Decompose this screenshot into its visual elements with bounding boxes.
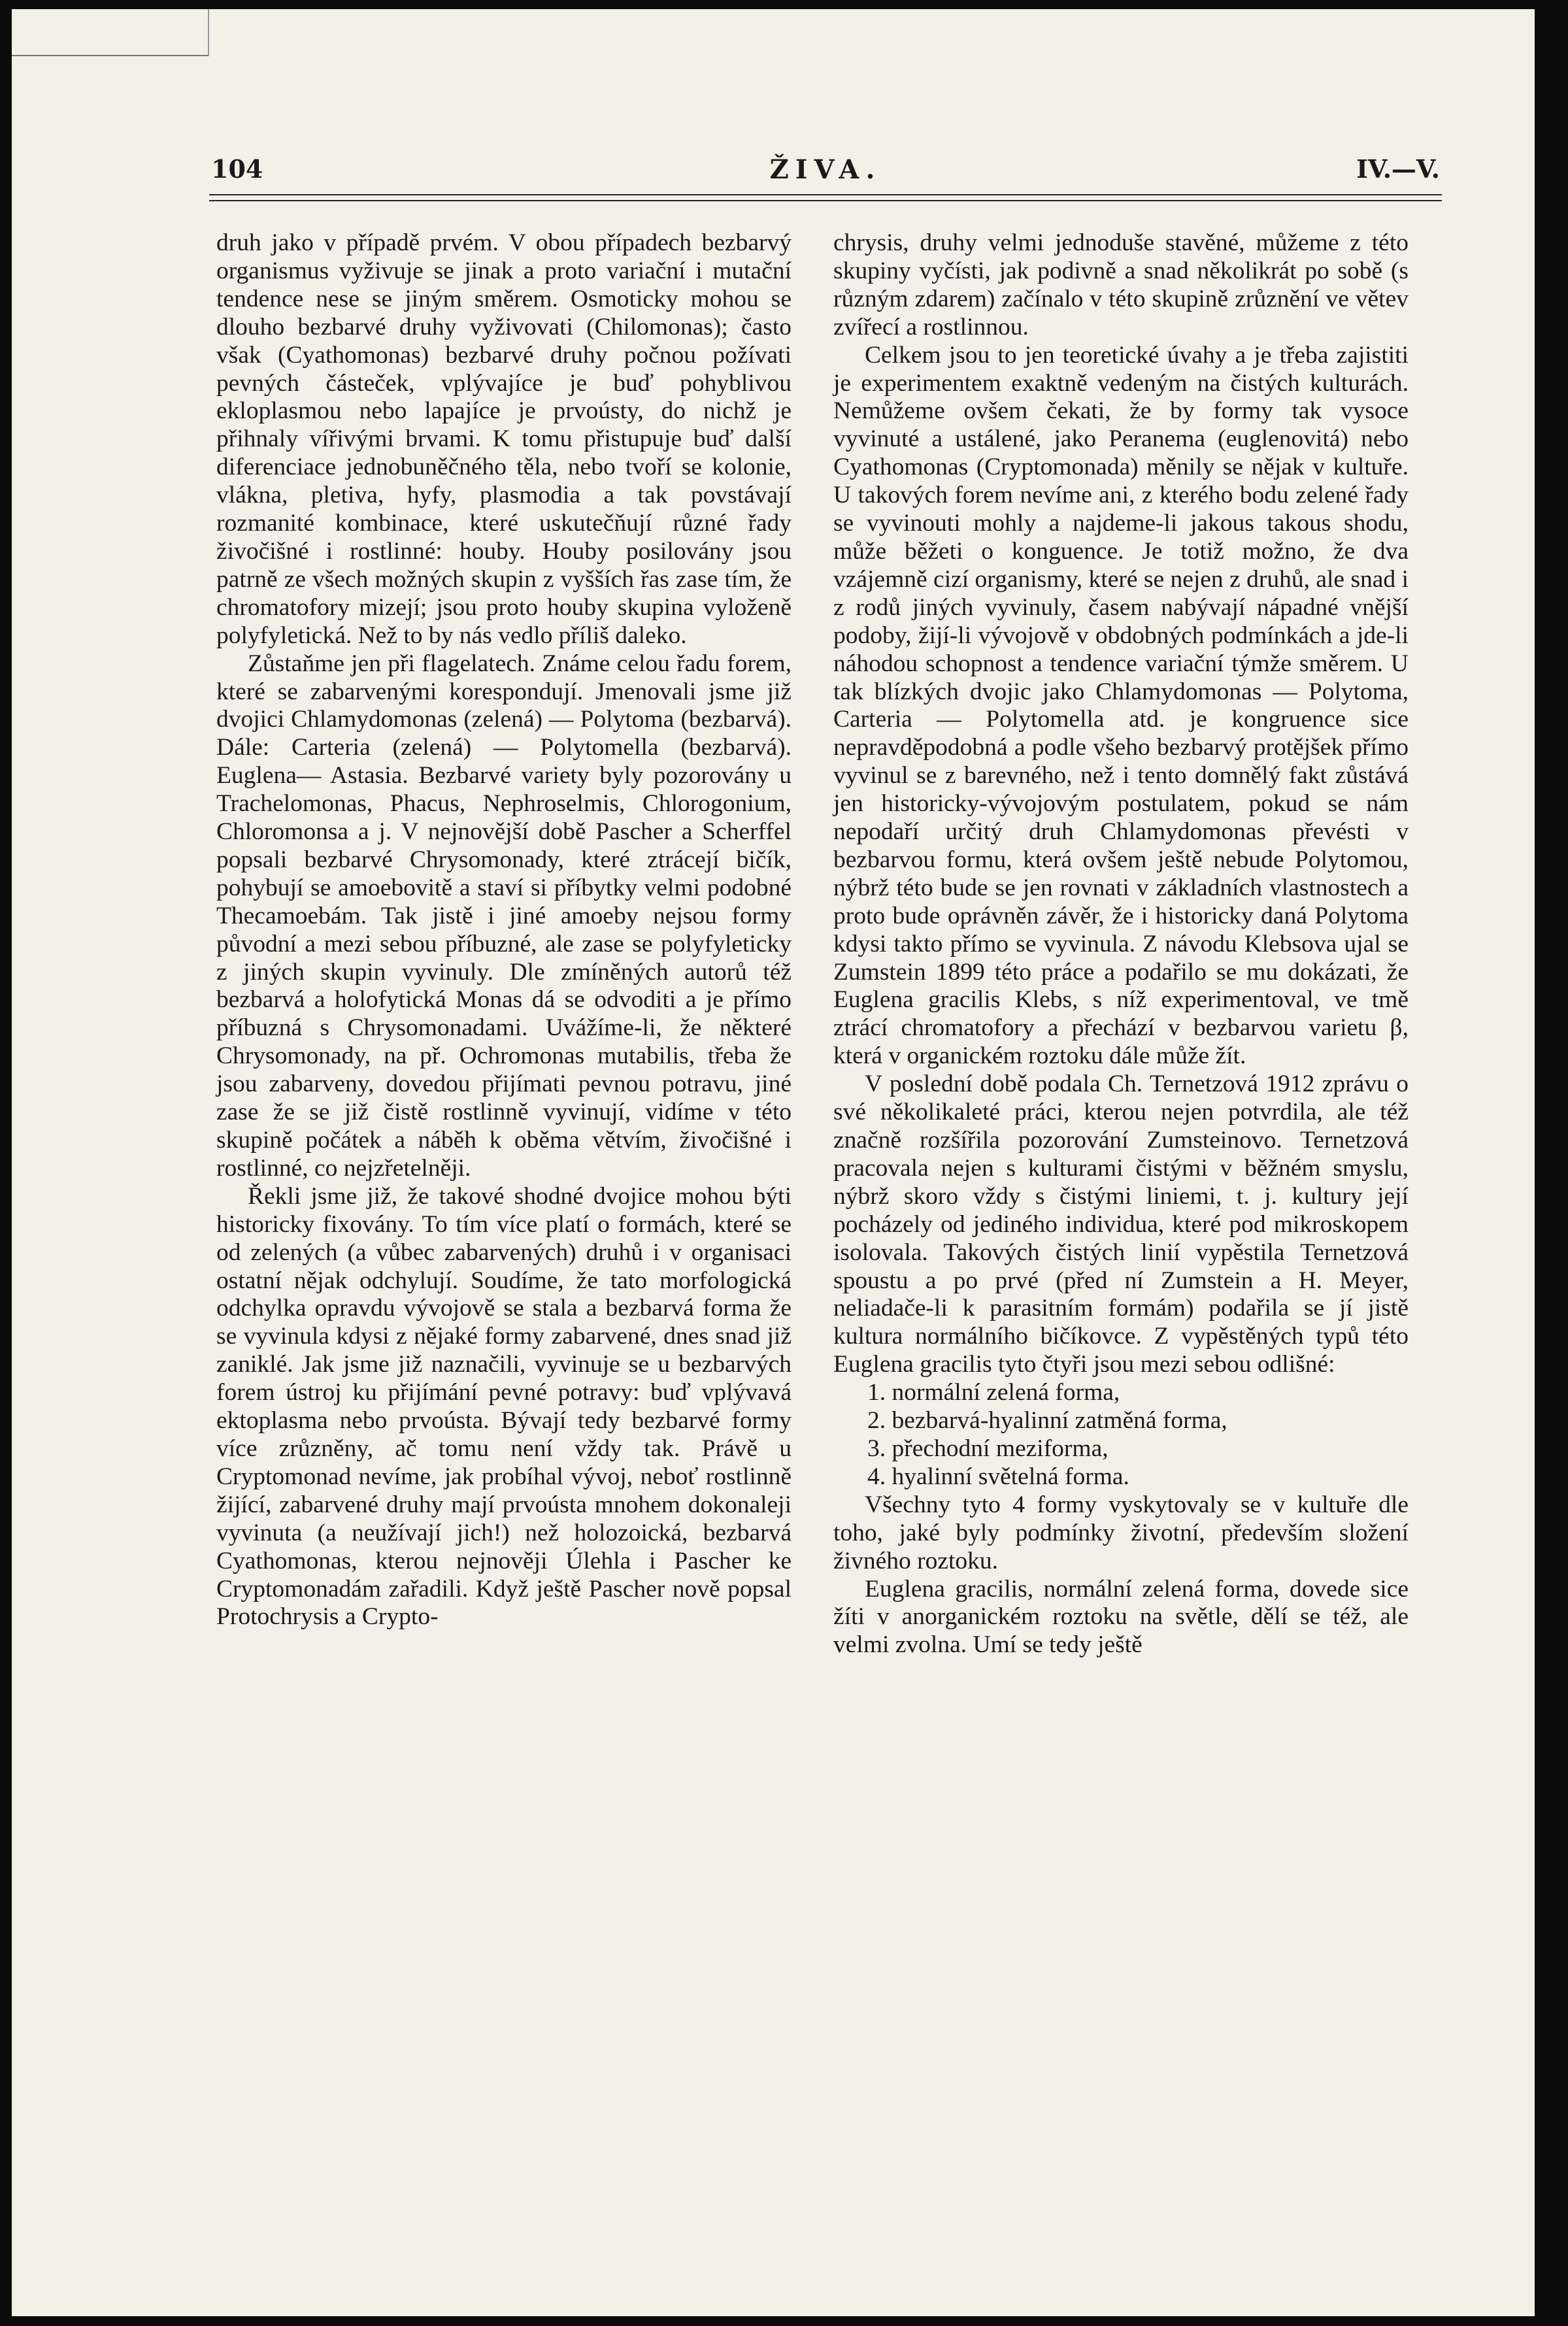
list-item: 2. bezbarvá-hyalinní zatměná forma, — [867, 1407, 1227, 1435]
paragraph: druh jako v případě prvém. V obou případech bezbarvý organismus vyživuje se jinak a proto variační i mutační tendence nese se jiným směrem. Osmoticky mohou se dlouho bezbarvé druhy vyživovati (Chilomonas); často však (Cyathomonas) bezbarvé druhy počnou požívati pevných částeček, vplývajíce je buď pohyblivou ekloplasmou nebo lapajíce je prvoústy, do nichž je přihnaly vířivými brvami. K tomu přistupuje buď další diferenciace jednobuněčného těla, nebo tvoří se kolonie, vlákna, pletiva, hyfy, plasmodia a tak povstávají rozmanité kombinace, které uskutečňují různé řady živočišné i rostlinné: houby. Houby posilovány jsou patrně ze všech možných skupin z vyšších řas zase tím, že chromatofory mizejí; jsou proto houby skupina vyloženě polyfyletická. Než to by nás vedlo příliš daleko. — [216, 229, 792, 649]
scanned-page — [12, 9, 1535, 2316]
paragraph: Euglena gracilis, normální zelená forma, dovede sice žíti v anorganickém roztoku na světle, dělí se též, ale velmi zvolna. Umí se tedy ještě — [833, 1575, 1409, 1659]
page-number: 104 — [211, 154, 263, 184]
paragraph: Všechny tyto 4 formy vyskytovaly se v kultuře dle toho, jaké byly podmínky životní, především složení živného roztoku. — [833, 1491, 1409, 1574]
paragraph: Zůstaňme jen při flagelatech. Známe celou řadu forem, které se zabarvenými korespondují. Jmenovali jsme již dvojici Chlamydomonas (zelená) — Polytoma (bezbarvá). Dále: Carteria (zelená) — Polytomella (bezbarvá). Euglena— Astasia. Bezbarvé variety byly pozorovány u Trachelomonas, Phacus, Nephroselmis, Chlorogonium, Chloromonsa a j. V nejnovější době Pascher a Scherffel popsali bezbarvé Chrysomonady, které ztrácejí bičík, pohybují se amoebovitě a staví si příbytky velmi podobné Thecamoebám. Tak jistě i jiné amoeby nejsou formy původní a mezi sebou příbuzné, ale zase se polyfyleticky z jiných skupin vyvinuly. Dle zmíněných autorů též bezbarvá a holofytická Monas dá se odvoditi a je přímo příbuzná s Chrysomonadami. Uvážíme-li, že některé Chrysomonady, na př. Ochromonas mutabilis, třeba že jsou zabarveny, dovedou přijímati pevnou potravu, jiné zase že se již čistě rostlinně vyvinují, vidíme v této skupině počátek a náběh k oběma větvím, živočišné i rostlinné, co nejzřetelněji. — [216, 650, 792, 1182]
list-item: 3. přechodní meziforma, — [867, 1435, 1109, 1462]
paragraph: chrysis, druhy velmi jednoduše stavěné, můžeme z této skupiny vyčísti, jak podivně a snad několikrát po sobě (s různým zdarem) začínalo v této skupině zrůznění ve větev zvířecí a rostlinnou. — [833, 229, 1409, 341]
issue-number: IV.—V. — [1356, 154, 1440, 184]
right-column — [833, 229, 1409, 1659]
journal-title: ŽIVA. — [769, 154, 882, 185]
list-item: 1. normální zelená forma, — [867, 1379, 1120, 1406]
paragraph: Celkem jsou to jen teoretické úvahy a je třeba zajistiti je experimentem exaktně vedeným na čistých kulturách. Nemůžeme ovšem čekati, že by formy tak vysoce vyvinuté a ustálené, jako Peranema (euglenovitá) nebo Cyathomonas (Cryptomonada) měnily se nějak v kultuře. U takových forem nevíme ani, z kterého bodu zelené řady se vyvinouti mohly a najdeme-li jakous takous shodu, může běžeti o konguence. Je totiž možno, že dva vzájemně cizí organismy, které se nejen z druhů, ale snad i z rodů jiných vyvinuly, časem nabývají nápadné vnější podoby, žijí-li vývojově v obdobných podmínkách a jde-li náhodou schopnost a tendence variační týmže směrem. U tak blízkých dvojic jako Chlamydomonas — Polytoma, Carteria — Polytomella atd. je kongruence sice nepravděpodobná a podle všeho bezbarvý protějšek přímo vyvinul se z barevného, než i tento domnělý fakt zůstává jen historicky-vývojovým postulatem, pokud se nám nepodaří určitý druh Chlamydomonas převésti v bezbarvou formu, která ovšem ještě nebude Polytomou, nýbrž této bude se jen rovnati v základních vlastnostech a proto bude oprávněn závěr, že i historicky daná Polytoma kdysi takto přímo se vyvinula. Z návodu Klebsova ujal se Zumstein 1899 této práce a podařilo se mu dokázati, že Euglena gracilis Klebs, s níž experimentoval, ve tmě ztrácí chromatofory a přechází v bezbarvou varietu β, která v organickém roztoku dále může žít. — [833, 341, 1409, 1070]
list-item: 4. hyalinní světelná forma. — [867, 1463, 1129, 1490]
paragraph: V poslední době podala Ch. Ternetzová 1912 zprávu o své několikaleté práci, kterou nejen potvrdila, ale též značně rozšířila pozorování Zumsteinovo. Ternetzová pracovala nejen s kulturami čistými v běžném smyslu, nýbrž skoro vždy s čistými liniemi, t. j. kultury její pocházely od jediného individua, které pod mikroskopem isolovala. Takových čistých linií vypěstila Ternetzová spoustu a po prvé (před ní Zumstein a H. Meyer, neliadače-li k parasitním formám) podařila se jí jistě kultura normálního bičíkovce. Z vypěstěných typů této Euglena gracilis tyto čtyři jsou mezi sebou odlišné: — [833, 1071, 1409, 1378]
header-rule — [209, 194, 1442, 201]
running-header — [211, 154, 1440, 193]
paragraph: Řekli jsme již, že takové shodné dvojice mohou býti historicky fixovány. To tím více platí o formách, které se od zelených (a vůbec zabarvených) druhů i v organisaci ostatní nějak odchylují. Soudíme, že tato morfologická odchylka opravdu vývojově se stala a bezbarvá forma že se vyvinula kdysi z nějaké formy zabarvené, dnes snad již zaniklé. Jak jsme již naznačili, vyvinuje se u bezbarvých forem ústroj ku přijímání pevné potravy: buď vplývavá ektoplasma nebo prvoústa. Bývají tedy bezbarvé formy více zrůzněny, ač tomu není vždy tak. Právě u Cryptomonad nevíme, jak probíhal vývoj, neboť rostlinně žijící, zabarvené druhy mají prvoústa mnohem dokonaleji vyvinuta (a neužívají jich!) než holozoická, bezbarvá Cyathomonas, kterou nejnověji Úlehla i Pascher ke Cryptomonadám zařadili. Když ještě Pascher nově popsal Protochrysis a Crypto- — [216, 1182, 792, 1631]
forms-list — [833, 1379, 1409, 1491]
scan-artifact — [12, 9, 209, 56]
left-column — [216, 229, 792, 1631]
